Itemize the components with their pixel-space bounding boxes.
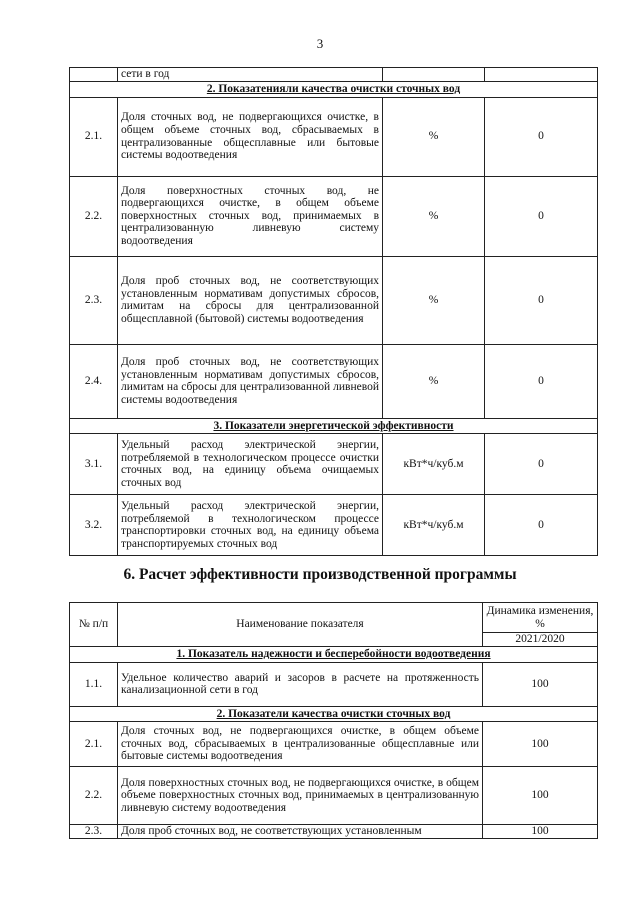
section-title: 1. Показатель надежности и бесперебойности водоотведения (70, 647, 598, 663)
row-description: Доля сточных вод, не подвергающихся очистке, в общем объеме сточных вод, сбрасываемых в централизованные общесплавные или бытовые системы водоотведения (118, 722, 483, 767)
table-row (70, 825, 598, 839)
page-number: 3 (316, 36, 324, 51)
row-value: 100 (483, 662, 598, 706)
table-row (70, 767, 598, 825)
row-unit: кВт*ч/куб.м (383, 495, 485, 556)
row-value: 0 (485, 176, 598, 256)
section-row (70, 706, 598, 722)
row-number: 3.2. (70, 495, 118, 556)
row-unit: % (383, 97, 485, 176)
row-value: 0 (485, 256, 598, 344)
row-unit: % (383, 256, 485, 344)
row-number: 2.4. (70, 344, 118, 418)
row-description: Доля поверхностных сточных вод, не подвергающихся очистке, в общем объеме поверхностных сточных вод, принимаемых в централизованную ливневую систему водоотведения (118, 176, 383, 256)
row-description: Удельный расход электрической энергии, потребляемой в технологическом процессе транспортировки сточных вод, на единицу объема транспортируемых сточных вод (118, 495, 383, 556)
section-row (70, 647, 598, 663)
row-number: 2.3. (70, 825, 118, 839)
row-value: 100 (483, 825, 598, 839)
row-number: 2.1. (70, 97, 118, 176)
section-heading: 6. Расчет эффективности производственной программы (123, 566, 517, 583)
table-row (70, 97, 598, 176)
row-description: Удельное количество аварий и засоров в расчете на протяженность канализационной сети в год (118, 662, 483, 706)
table-row (70, 68, 598, 82)
row-number: 2.1. (70, 722, 118, 767)
table-row (70, 662, 598, 706)
row-value: 0 (485, 344, 598, 418)
row-description: Доля поверхностных сточных вод, не подвергающихся очистке, в общем объеме поверхностных сточных вод, принимаемых в централизованную ливневую систему водоотведения (118, 767, 483, 825)
carry-over-text: сети в год (118, 68, 383, 82)
row-value: 0 (485, 97, 598, 176)
section-row (70, 418, 598, 434)
row-number: 2.3. (70, 256, 118, 344)
row-value: 0 (485, 434, 598, 495)
section-title: 2. Показатели качества очистки сточных вод (70, 706, 598, 722)
header-dynamics: Динамика изменения, % (483, 603, 598, 633)
row-unit: % (383, 176, 485, 256)
row-description: Доля проб сточных вод, не соответствующих установленным нормативам допустимых сбросов, лимитам на сбросы для централизованной ливневой системы водоотведения (118, 344, 383, 418)
header-name: Наименование показателя (118, 603, 483, 647)
table-row (70, 722, 598, 767)
row-value: 100 (483, 722, 598, 767)
table-row (70, 344, 598, 418)
indicators-table (69, 67, 598, 556)
row-description: Доля проб сточных вод, не соответствующих установленным (118, 825, 483, 839)
row-description: Доля сточных вод, не подвергающихся очистке, в общем объеме сточных вод, сбрасываемых в централизованные общесплавные или бытовые системы водоотведения (118, 97, 383, 176)
row-description: Доля проб сточных вод, не соответствующих установленным нормативам допустимых сбросов, лимитам на сбросы для централизованной общесплавной (бытовой) системы водоотведения (118, 256, 383, 344)
row-number: 2.2. (70, 767, 118, 825)
table-row (70, 434, 598, 495)
header-num: № п/п (70, 603, 118, 647)
table-row (70, 176, 598, 256)
efficiency-table (69, 602, 598, 839)
row-description: Удельный расход электрической энергии, потребляемой в технологическом процессе очистки сточных вод, на единицу объема очищаемых сточных вод (118, 434, 383, 495)
row-unit: % (383, 344, 485, 418)
header-period: 2021/2020 (483, 633, 598, 647)
row-number: 3.1. (70, 434, 118, 495)
row-unit: кВт*ч/куб.м (383, 434, 485, 495)
table-row (70, 256, 598, 344)
row-value: 0 (485, 495, 598, 556)
section-row (70, 82, 598, 98)
row-value: 100 (483, 767, 598, 825)
section-title: 3. Показатели энергетической эффективности (70, 418, 598, 434)
row-number: 1.1. (70, 662, 118, 706)
section-title: 2. Показатенияли качества очистки сточных вод (70, 82, 598, 98)
table-row (70, 495, 598, 556)
row-number: 2.2. (70, 176, 118, 256)
header-row (70, 603, 598, 633)
